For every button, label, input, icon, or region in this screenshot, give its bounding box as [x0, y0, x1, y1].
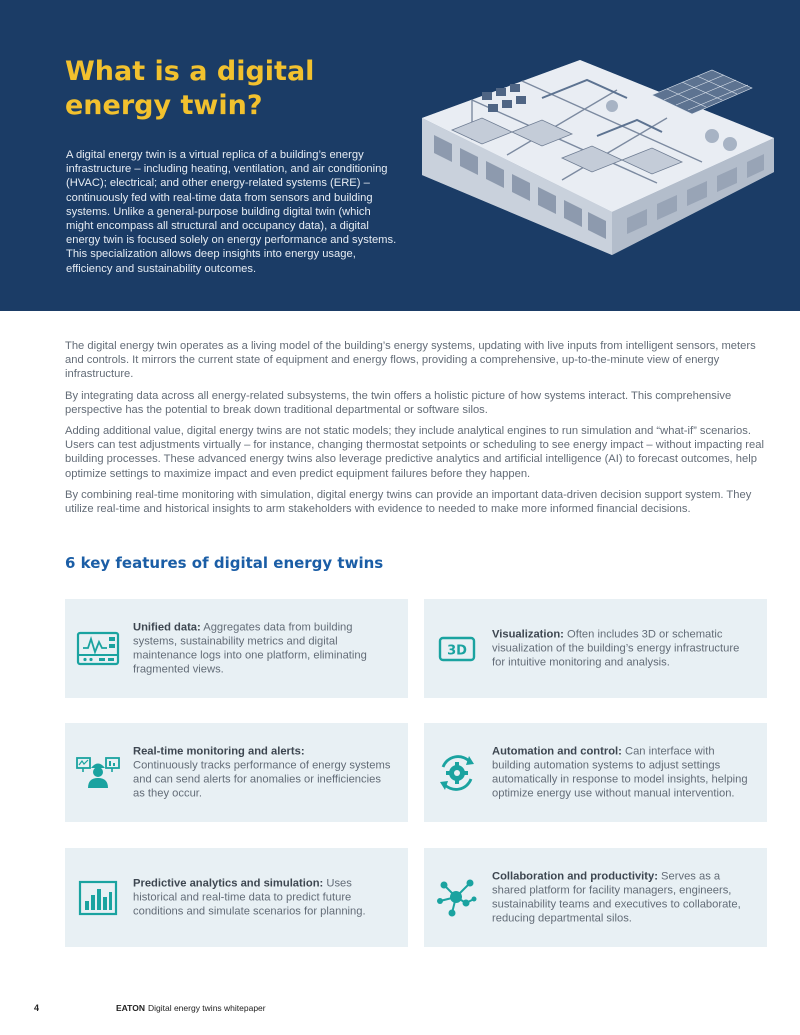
body-text [65, 339, 765, 523]
feature-card-automation [424, 723, 767, 822]
3d-icon-label: 3D [447, 643, 467, 658]
title-line-2: energy twin? [65, 90, 263, 121]
body-paragraph-4: By combining real-time monitoring with simulation, digital energy twins can provide an important data-driven decision support system. They utilize real-time and historical insights to arm stakeholders with evidence to needed to make more informed financial decisions. [65, 488, 752, 516]
feature-text [133, 620, 395, 677]
gear-cycle-icon [434, 750, 480, 796]
building-3d-model-image [412, 40, 782, 265]
body-paragraph-2: By integrating data across all energy-related subsystems, the twin offers a holistic picture of how systems interact. This comprehensive perspective has the potential to break down traditional departmental or software silos. [65, 389, 732, 416]
hero-description: A digital energy twin is a virtual replica of a building’s energy infrastructure – including heating, ventilation, and air conditioning (HVAC); electrical; and other energy-related systems (ERE) – continuously fed with real-time data from sensors and building systems. Unlike a general-purpose building digital twin (which might encompass all structural and occupancy data), a digital energy twin is focused solely on energy performance and systems. This specialization allows deep insights into energy usage, efficiency and sustainability outcomes. [66, 149, 397, 275]
feature-card-visualization [424, 599, 767, 698]
feature-text [133, 876, 395, 919]
feature-description: Serves as a shared platform for facility managers, engineers, sustainability teams and executives to collaborate, reducing departmental silos. [492, 870, 741, 925]
feature-title: Unified data: [133, 621, 201, 634]
brand-name: EATON [116, 1003, 145, 1013]
body-paragraph-3: Adding additional value, digital energy twins are not static models; they include analytical engines to run simulation and “what-if” scenarios. Users can test adjustments virtually – for instance, changing thermostat setpoints or scheduling to see energy impact – without impacting real building processes. These advanced energy twins also leverage predictive analytics and artificial intelligence (AI) to forecast outcomes, help optimize settings to maximize impact and even predict equipment failures before they happen. [65, 425, 764, 480]
feature-card-realtime-monitoring [65, 723, 408, 822]
feature-description: Uses historical and real-time data to predict future conditions and simulate scenarios for planning. [133, 877, 366, 918]
feature-title: Automation and control: [492, 745, 622, 758]
title-line-1: What is a digital [65, 56, 315, 87]
footer-brand [116, 1003, 266, 1013]
dashboard-icon [75, 626, 121, 672]
feature-card-predictive-analytics [65, 848, 408, 947]
features-heading: 6 key features of digital energy twins [65, 554, 384, 572]
feature-title: Real-time monitoring and alerts: [133, 745, 305, 758]
feature-title: Collaboration and productivity: [492, 870, 658, 883]
feature-title: Predictive analytics and simulation: [133, 877, 324, 890]
feature-text [492, 627, 754, 670]
page-title [65, 55, 395, 123]
3d-icon [434, 626, 480, 672]
feature-text [133, 744, 395, 801]
feature-description: Often includes 3D or schematic visualization of the building’s energy infrastructure for intuitive monitoring and analysis. [492, 628, 740, 669]
feature-text [492, 869, 754, 926]
feature-description: Continuously tracks performance of energy systems and can send alerts for anomalies or inefficiencies as they occur. [133, 759, 391, 800]
network-nodes-icon [434, 875, 480, 921]
feature-card-unified-data [65, 599, 408, 698]
feature-description: Can interface with building automation systems to adjust settings automatically in response to model insights, helping optimize energy use without manual intervention. [492, 745, 748, 800]
page-number: 4 [34, 1003, 40, 1013]
document-title: Digital energy twins whitepaper [147, 1003, 266, 1013]
bar-chart-icon [75, 875, 121, 921]
feature-text [492, 744, 754, 801]
operator-monitors-icon [75, 750, 121, 796]
body-paragraph-1: The digital energy twin operates as a living model of the building’s energy systems, updating with live inputs from intelligent sensors, meters and controls. It mirrors the current state of equipment and energy flows, providing a comprehensive, up-to-the-minute view of energy infrastructure. [65, 340, 756, 381]
feature-card-collaboration [424, 848, 767, 947]
hero-banner [0, 0, 800, 311]
feature-description: Aggregates data from building systems, sustainability metrics and digital maintenance logs into one platform, eliminating fragmented views. [133, 621, 367, 676]
feature-title: Visualization: [492, 628, 564, 641]
